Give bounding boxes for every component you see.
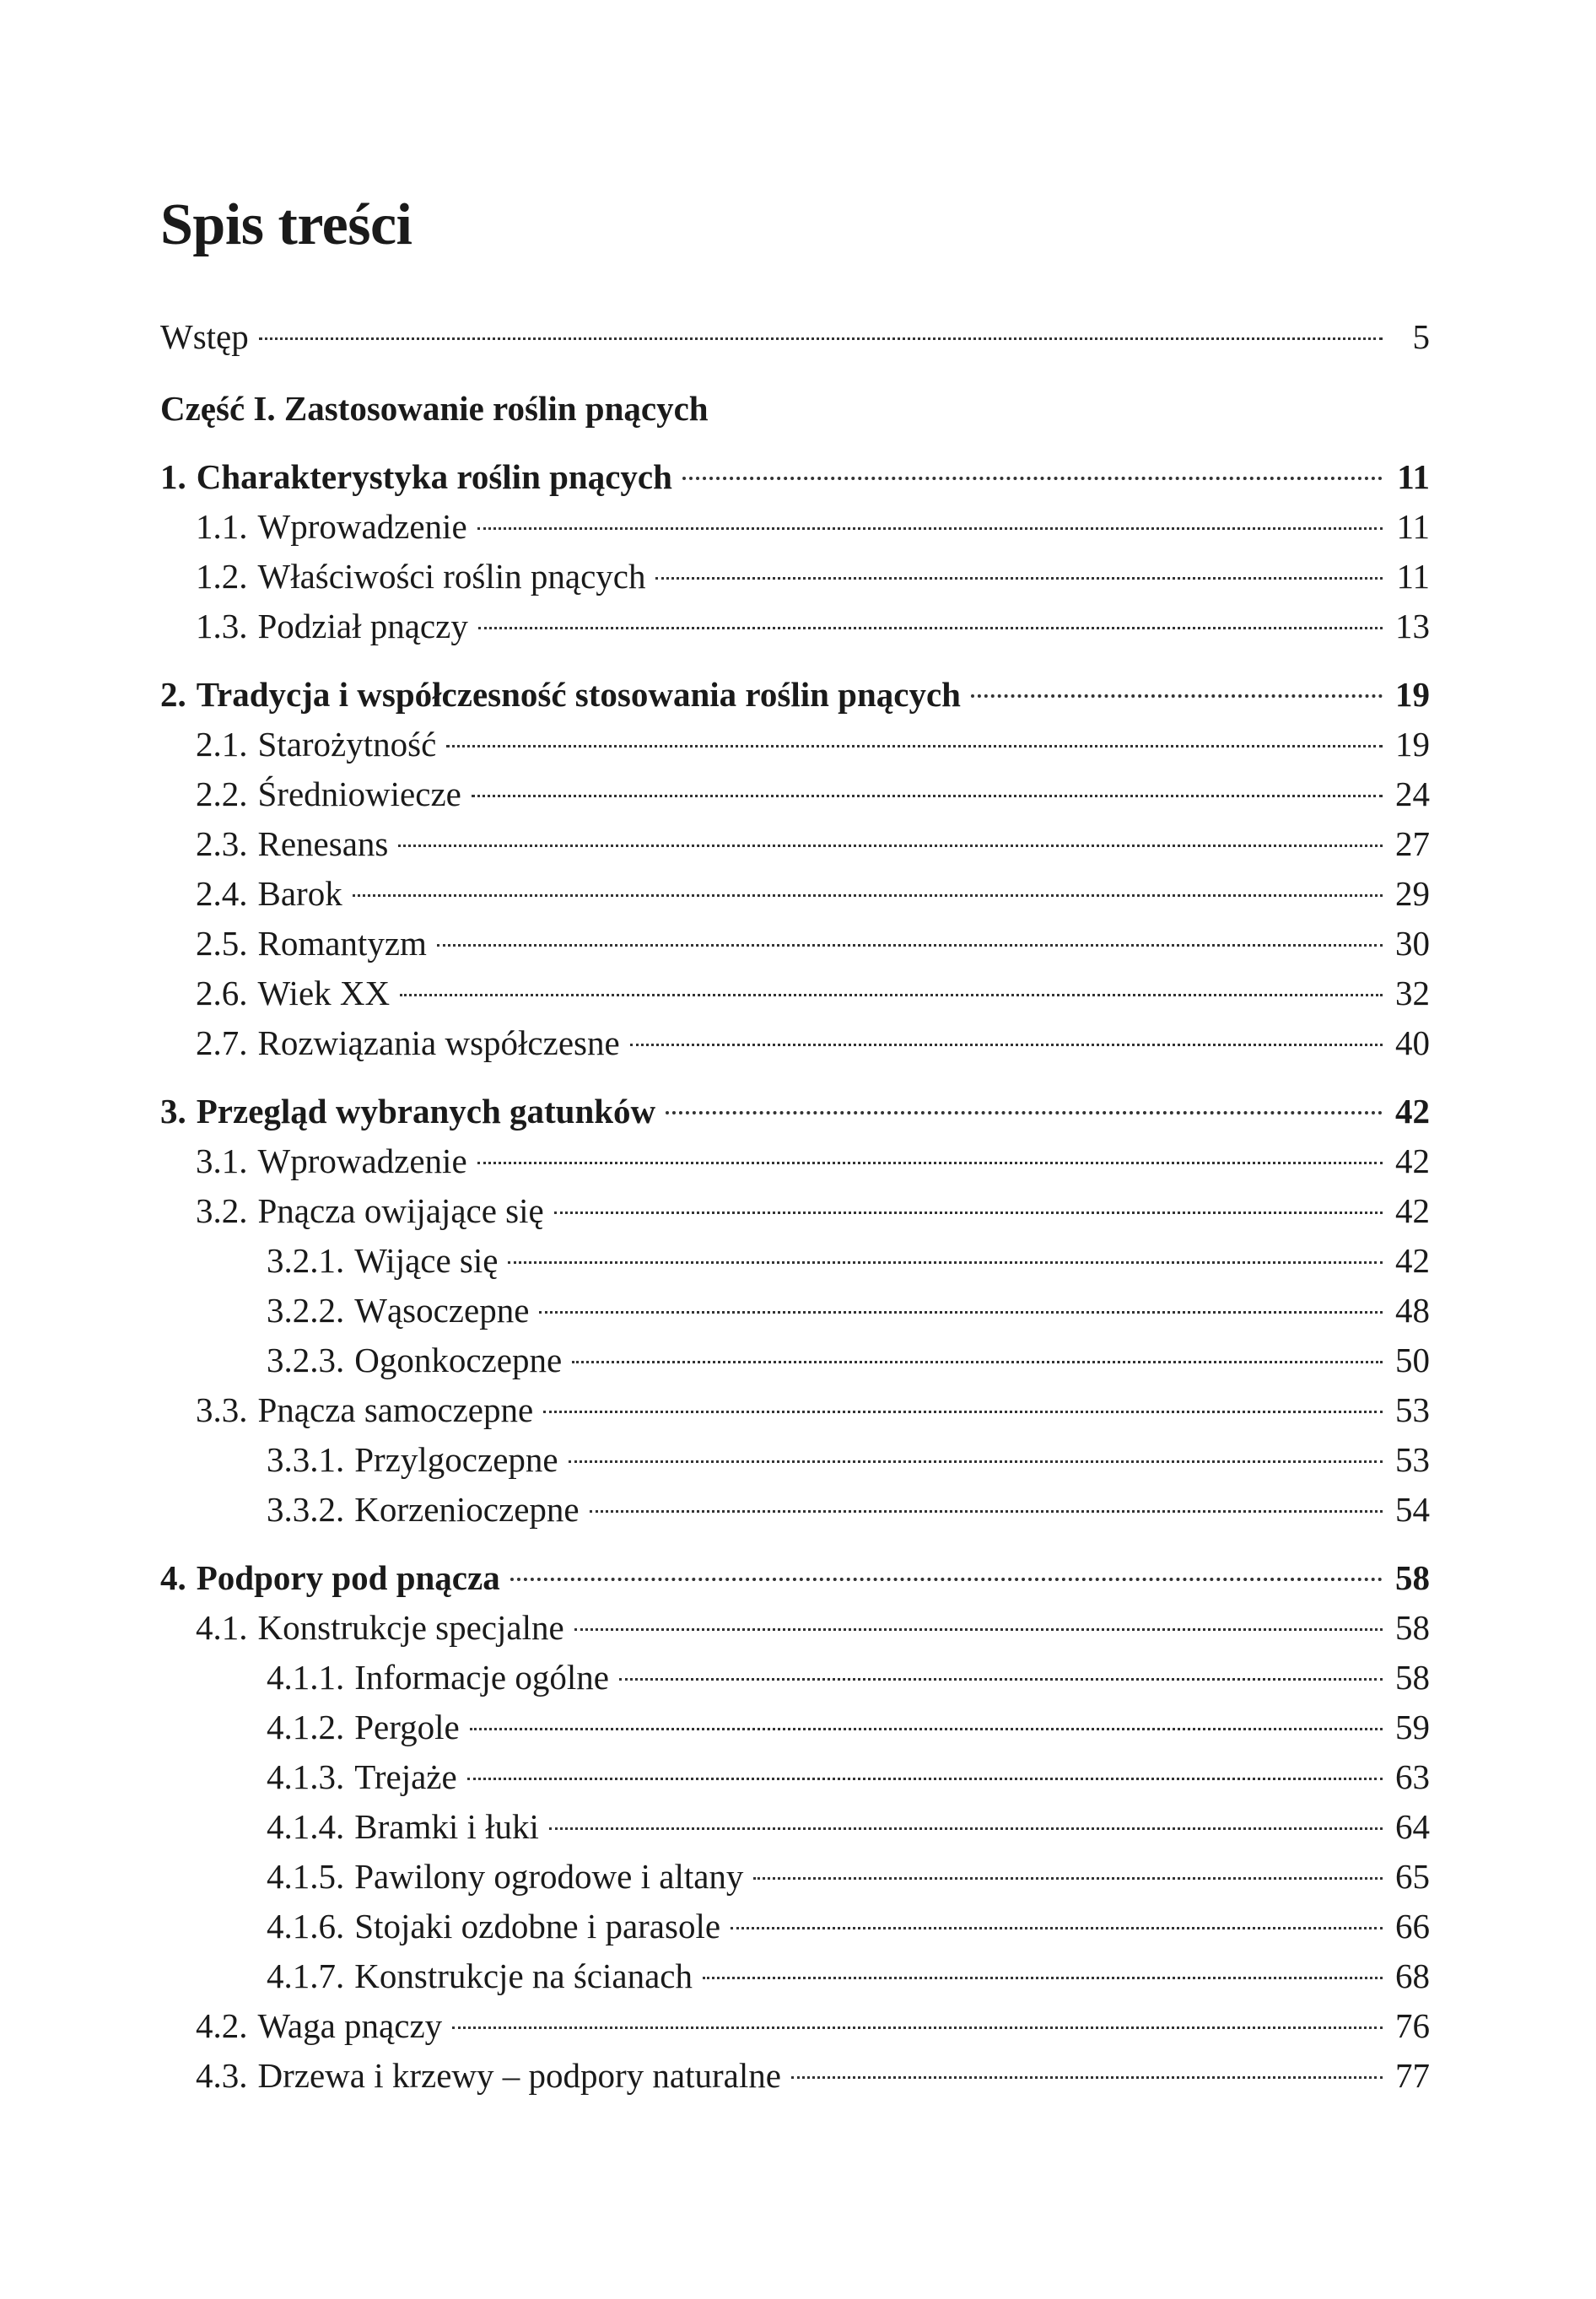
toc-entry-label: Wstęp (160, 317, 249, 356)
section-number: 2.6. (196, 974, 248, 1012)
subsection-number: 3.2.1. (267, 1241, 345, 1280)
dot-leader (400, 994, 1383, 996)
toc-entry[interactable] (160, 2051, 1430, 2101)
dot-leader (543, 1411, 1383, 1413)
toc-entry[interactable] (160, 552, 1430, 602)
toc-entry[interactable] (160, 1653, 1430, 1703)
toc-page-number: 64 (1395, 1807, 1430, 1846)
dot-leader (467, 1778, 1383, 1780)
dot-leader (655, 577, 1383, 580)
dot-leader (731, 1927, 1383, 1929)
subsection-label: Informacje ogólne (354, 1658, 609, 1697)
dot-leader (353, 894, 1383, 897)
dot-leader (574, 1628, 1383, 1631)
toc-page-number: 53 (1395, 1440, 1430, 1479)
chapter-number: 2. (160, 675, 186, 714)
toc-page-number: 42 (1395, 1241, 1430, 1280)
chapter-number: 3. (160, 1092, 186, 1131)
section-number: 2.5. (196, 924, 248, 963)
page-title: Spis treści (160, 192, 412, 257)
chapter-label: Charakterystyka roślin pnących (196, 457, 672, 496)
subsection-label: Pergole (354, 1708, 460, 1746)
subsection-number: 4.1.3. (267, 1757, 345, 1796)
section-number: 2.7. (196, 1023, 248, 1062)
dot-leader (510, 1578, 1383, 1581)
toc-entry[interactable] (160, 1703, 1430, 1752)
part-heading (160, 384, 1430, 434)
dot-leader (398, 845, 1383, 847)
subsection-number: 4.1.5. (267, 1857, 345, 1896)
toc-entry[interactable] (160, 969, 1430, 1018)
toc-page-number: 5 (1412, 317, 1430, 356)
toc-entry[interactable] (160, 602, 1430, 651)
section-number: 3.3. (196, 1390, 248, 1429)
dot-leader (452, 2026, 1383, 2029)
dot-leader (437, 944, 1383, 947)
chapter-label: Podpory pod pnącza (196, 1558, 500, 1597)
dot-leader (259, 337, 1383, 340)
subsection-label: Wąsoczepne (354, 1291, 530, 1330)
part-heading-label: Część I. Zastosowanie roślin pnących (160, 389, 709, 428)
toc-entry[interactable] (160, 720, 1430, 769)
section-number: 2.3. (196, 824, 248, 863)
subsection-label: Trejaże (354, 1757, 457, 1796)
toc-entry[interactable] (160, 1852, 1430, 1902)
toc-page-number: 48 (1395, 1291, 1430, 1330)
toc-page-number: 11 (1396, 557, 1430, 596)
subsection-number: 4.1.1. (267, 1658, 345, 1697)
chapter-number: 1. (160, 457, 186, 496)
section-number: 3.2. (196, 1191, 248, 1230)
toc-entry[interactable] (160, 819, 1430, 869)
toc-page-number: 58 (1395, 1608, 1430, 1647)
toc-page-number: 19 (1395, 675, 1430, 714)
subsection-label: Wijące się (354, 1241, 499, 1280)
subsection-number: 3.2.3. (267, 1341, 345, 1379)
toc-entry[interactable] (160, 1435, 1430, 1485)
dot-leader (572, 1361, 1383, 1363)
section-number: 1.2. (196, 557, 248, 596)
toc-entry[interactable] (160, 2001, 1430, 2051)
subsection-number: 4.1.6. (267, 1907, 345, 1946)
toc-page-number: 65 (1395, 1857, 1430, 1896)
subsection-number: 3.3.2. (267, 1490, 345, 1529)
subsection-number: 4.1.7. (267, 1956, 345, 1995)
toc-chapter-2[interactable] (160, 670, 1430, 720)
toc-page-number: 29 (1395, 874, 1430, 913)
dot-leader (630, 1044, 1383, 1046)
subsection-label: Konstrukcje na ścianach (354, 1956, 693, 1995)
toc-chapter-1[interactable] (160, 452, 1430, 502)
toc-page-number: 42 (1395, 1092, 1430, 1131)
dot-leader (590, 1510, 1383, 1513)
subsection-number: 4.1.4. (267, 1807, 345, 1846)
section-label: Wprowadzenie (257, 507, 467, 546)
section-number: 2.1. (196, 725, 248, 764)
toc-page-number: 13 (1395, 607, 1430, 645)
toc-page-number: 63 (1395, 1757, 1430, 1796)
toc-chapter-4[interactable] (160, 1553, 1430, 1603)
section-label: Konstrukcje specjalne (257, 1608, 564, 1647)
dot-leader (446, 745, 1383, 747)
toc-entry[interactable] (160, 1236, 1430, 1286)
section-number: 2.2. (196, 774, 248, 813)
dot-leader (477, 1162, 1383, 1164)
dot-leader (472, 795, 1383, 797)
dot-leader (666, 1111, 1383, 1114)
toc-page-number: 53 (1395, 1390, 1430, 1429)
toc-chapter-3[interactable] (160, 1087, 1430, 1136)
chapter-number: 4. (160, 1558, 186, 1597)
section-number: 4.3. (196, 2056, 248, 2095)
subsection-label: Stojaki ozdobne i parasole (354, 1907, 721, 1946)
toc-page-number: 32 (1395, 974, 1430, 1012)
toc-entry[interactable] (160, 1485, 1430, 1535)
subsection-label: Przylgoczepne (354, 1440, 558, 1479)
toc-entry[interactable] (160, 1802, 1430, 1852)
toc-page-number: 54 (1395, 1490, 1430, 1529)
section-number: 3.1. (196, 1141, 248, 1180)
toc-page-number: 30 (1395, 924, 1430, 963)
toc-entry[interactable] (160, 769, 1430, 819)
section-label: Romantyzm (257, 924, 427, 963)
subsection-number: 3.2.2. (267, 1291, 345, 1330)
toc-page-number: 58 (1395, 1658, 1430, 1697)
dot-leader (508, 1261, 1383, 1264)
toc-entry[interactable] (160, 502, 1430, 552)
table-of-contents (160, 312, 1430, 2101)
toc-page-number: 77 (1395, 2056, 1430, 2095)
dot-leader (549, 1827, 1383, 1830)
dot-leader (539, 1311, 1383, 1314)
chapter-label: Tradycja i współczesność stosowania roślin pnących (196, 675, 961, 714)
section-label: Średniowiecze (257, 774, 461, 813)
subsection-label: Korzenioczepne (354, 1490, 580, 1529)
toc-entry[interactable] (160, 1136, 1430, 1186)
section-label: Podział pnączy (257, 607, 468, 645)
toc-page-number: 24 (1395, 774, 1430, 813)
toc-page-number: 50 (1395, 1341, 1430, 1379)
section-label: Właściwości roślin pnących (257, 557, 646, 596)
section-label: Pnącza owijające się (257, 1191, 544, 1230)
section-number: 1.3. (196, 607, 248, 645)
dot-leader (682, 477, 1383, 480)
section-label: Starożytność (257, 725, 437, 764)
toc-entry-intro[interactable] (160, 312, 1430, 362)
toc-page-number: 27 (1395, 824, 1430, 863)
subsection-label: Bramki i łuki (354, 1807, 539, 1846)
section-label: Barok (257, 874, 342, 913)
section-label: Rozwiązania współczesne (257, 1023, 620, 1062)
dot-leader (554, 1212, 1383, 1214)
toc-entry[interactable] (160, 1603, 1430, 1653)
toc-entry[interactable] (160, 1951, 1430, 2001)
dot-leader (753, 1877, 1383, 1880)
toc-entry[interactable] (160, 1286, 1430, 1336)
toc-page-number: 11 (1397, 457, 1430, 496)
dot-leader (478, 627, 1383, 629)
section-label: Drzewa i krzewy – podpory naturalne (257, 2056, 781, 2095)
toc-page-number: 42 (1395, 1141, 1430, 1180)
toc-entry[interactable] (160, 869, 1430, 919)
subsection-label: Ogonkoczepne (354, 1341, 563, 1379)
toc-page-number: 59 (1395, 1708, 1430, 1746)
section-number: 4.1. (196, 1608, 248, 1647)
section-label: Wprowadzenie (257, 1141, 467, 1180)
section-label: Renesans (257, 824, 389, 863)
toc-page-number: 68 (1395, 1956, 1430, 1995)
toc-entry[interactable] (160, 1385, 1430, 1435)
toc-entry[interactable] (160, 1902, 1430, 1951)
toc-page-number: 40 (1395, 1023, 1430, 1062)
subsection-number: 4.1.2. (267, 1708, 345, 1746)
toc-entry[interactable] (160, 1018, 1430, 1068)
dot-leader (619, 1678, 1383, 1681)
section-number: 1.1. (196, 507, 248, 546)
toc-entry[interactable] (160, 919, 1430, 969)
section-number: 2.4. (196, 874, 248, 913)
subsection-label: Pawilony ogrodowe i altany (354, 1857, 744, 1896)
section-number: 4.2. (196, 2006, 248, 2045)
dot-leader (477, 527, 1383, 530)
section-label: Waga pnączy (257, 2006, 443, 2045)
dot-leader (470, 1728, 1383, 1730)
section-label: Pnącza samoczepne (257, 1390, 534, 1429)
toc-page-number: 58 (1395, 1558, 1430, 1597)
toc-entry[interactable] (160, 1186, 1430, 1236)
chapter-label: Przegląd wybranych gatunków (196, 1092, 656, 1131)
toc-entry[interactable] (160, 1752, 1430, 1802)
toc-page-number: 11 (1396, 507, 1430, 546)
toc-entry[interactable] (160, 1336, 1430, 1385)
section-label: Wiek XX (257, 974, 391, 1012)
dot-leader (569, 1460, 1383, 1463)
toc-page-number: 42 (1395, 1191, 1430, 1230)
subsection-number: 3.3.1. (267, 1440, 345, 1479)
dot-leader (971, 694, 1383, 698)
dot-leader (703, 1977, 1383, 1979)
toc-page-number: 66 (1395, 1907, 1430, 1946)
toc-page-number: 76 (1395, 2006, 1430, 2045)
toc-page-number: 19 (1395, 725, 1430, 764)
dot-leader (791, 2076, 1383, 2079)
